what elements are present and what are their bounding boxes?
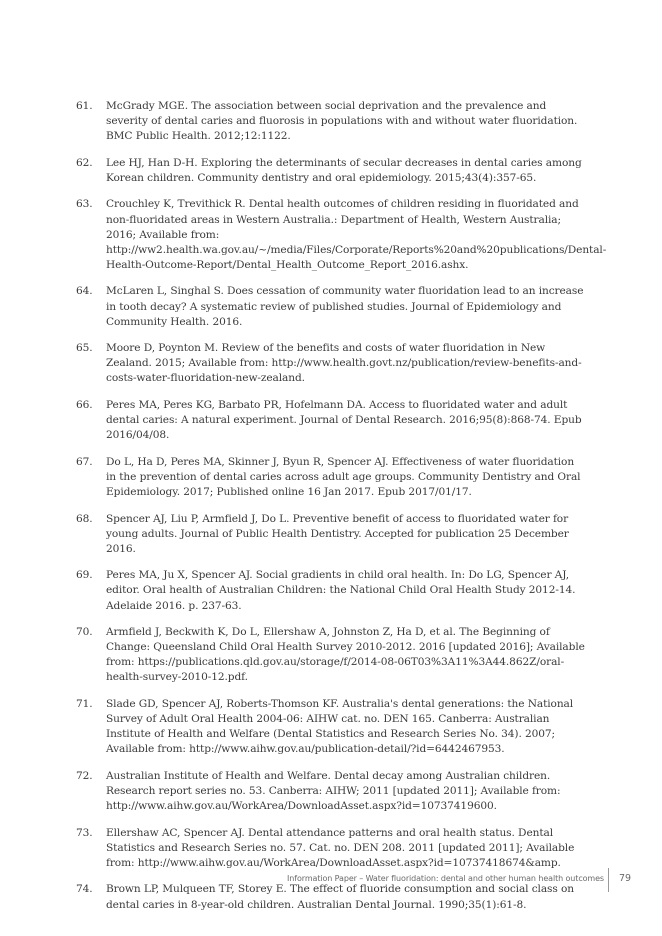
reference-list [76, 99, 607, 924]
reference-number: 71. [76, 698, 93, 710]
reference-text: Armfield J, Beckwith K, Do L, Ellershaw A, Johnston Z, Ha D, et al. The Beginning of Change: Queensland Child Oral Health Survey 2010-2012. 2016 [updated 2016]; Available from: https://publications.qld.gov.au/storage/f/2014-08-06T03%3A11%3A44.862Z/oral-health-survey-2010-12.pdf. [106, 626, 585, 684]
reference-item [76, 568, 586, 613]
reference-item [76, 455, 586, 500]
reference-number: 74. [76, 883, 93, 896]
reference-item [76, 398, 586, 443]
reference-number: 64. [76, 285, 93, 298]
reference-item [76, 99, 586, 144]
reference-item [76, 197, 607, 272]
reference-item [76, 284, 586, 329]
reference-text: Slade GD, Spencer AJ, Roberts-Thomson KF. Australia's dental generations: the National Survey of Adult Oral Health 2004-06: AIHW cat. no. DEN 165. Canberra: Australian Institute of Health and Welfare (Dental Statistics and Research Series No. 34). 2007; Available from: http://www.aihw.gov.au/publication-detail/?id=6442467953. [106, 698, 574, 756]
reference-item [76, 826, 586, 871]
reference-number: 70. [76, 626, 93, 639]
reference-text: Moore D, Poynton M. Review of the benefits and costs of water fluoridation in New Zealand. 2015; Available from: http://www.health.govt.nz/publication/review-benefits-and-costs-water-fluoridation-new-zealand. [106, 342, 582, 385]
reference-number: 65. [76, 342, 93, 355]
reference-number: 67. [76, 455, 93, 468]
reference-text: Lee HJ, Han D-H. Exploring the determinants of secular decreases in dental caries among Korean children. Community dentistry and oral epidemiology. 2015;43(4):357-65. [106, 156, 582, 184]
reference-text: McLaren L, Singhal S. Does cessation of community water fluoridation lead to an increase in tooth decay? A systematic review of published studies. Journal of Epidemiology and Community Health. 2016. [106, 285, 584, 328]
reference-text: Peres MA, Ju X, Spencer AJ. Social gradients in child oral health. In: Do LG, Spencer AJ, editor. Oral health of Australian Children: the National Child Oral Health Study 2012-14. Adelaide 2016. p. 237-63. [106, 569, 576, 612]
reference-number: 69. [76, 569, 93, 582]
reference-text: Australian Institute of Health and Welfare. Dental decay among Australian children. Research report series no. 53. Canberra: AIHW; 2011 [updated 2011]; Available from: http://www.aihw.gov.au/WorkArea/DownloadAsset.aspx?id=10737419600. [106, 769, 561, 813]
reference-number: 73. [76, 826, 93, 839]
reference-item [76, 769, 586, 814]
reference-text: Peres MA, Peres KG, Barbato PR, Hofelmann DA. Access to fluoridated water and adult dental caries: A natural experiment. Journal of Dental Research. 2016;95(8):868-74. Epub 2016/04/08. [106, 399, 582, 442]
page-number: 79 [619, 873, 632, 884]
page-footer [0, 868, 662, 892]
reference-item [76, 512, 586, 557]
reference-text: Spencer AJ, Liu P, Armfield J, Do L. Preventive benefit of access to fluoridated water for young adults. Journal of Public Health Dentistry. Accepted for publication 25 December 2016. [106, 512, 569, 555]
reference-item [76, 625, 586, 685]
reference-number: 66. [76, 399, 93, 411]
reference-number: 62. [76, 156, 93, 169]
reference-text: Crouchley K, Trevithick R. Dental health outcomes of children residing in fluoridated and non-fluoridated areas in Western Australia.: Department of Health, Western Australia; 2016; Available from: http://ww2.health.wa.gov.au/~/media/Files/Corporate/Reports%20and%20publications/Dental-Health-Outcome-Report/Dental_Health_Outcome_Report_2016.ashx. [106, 198, 607, 271]
reference-item [76, 697, 586, 757]
footer-divider [608, 868, 609, 892]
reference-number: 61. [76, 100, 93, 112]
reference-number: 68. [76, 512, 93, 525]
reference-number: 72. [76, 769, 93, 782]
reference-text: Brown LP, Mulqueen TF, Storey E. The effect of fluoride consumption and social class on dental caries in 8-year-old children. Australian Dental Journal. 1990;35(1):61-8. [106, 883, 574, 911]
reference-text: McGrady MGE. The association between social deprivation and the prevalence and severity of dental caries and fluorosis in populations with and without water fluoridation. BMC Public Health. 2012;12:1122. [106, 100, 578, 143]
reference-number: 63. [76, 198, 93, 211]
reference-text: Ellershaw AC, Spencer AJ. Dental attendance patterns and oral health status. Dental Statistics and Research Series no. 57. Cat. no. DEN 208. 2011 [updated 2011]; Available from: http://www.aihw.gov.au/WorkArea/DownloadAsset.aspx?id=10737418674&amp. [106, 826, 575, 869]
reference-item [76, 341, 586, 386]
footer-title: Information Paper – Water fluoridation: dental and other human health outcomes [287, 874, 604, 883]
reference-text: Do L, Ha D, Peres MA, Skinner J, Byun R, Spencer AJ. Effectiveness of water fluoridation in the prevention of dental caries across adult age groups. Community Dentistry and Oral Epidemiology. 2017; Published online 16 Jan 2017. Epub 2017/01/17. [106, 455, 581, 498]
reference-item [76, 156, 586, 186]
